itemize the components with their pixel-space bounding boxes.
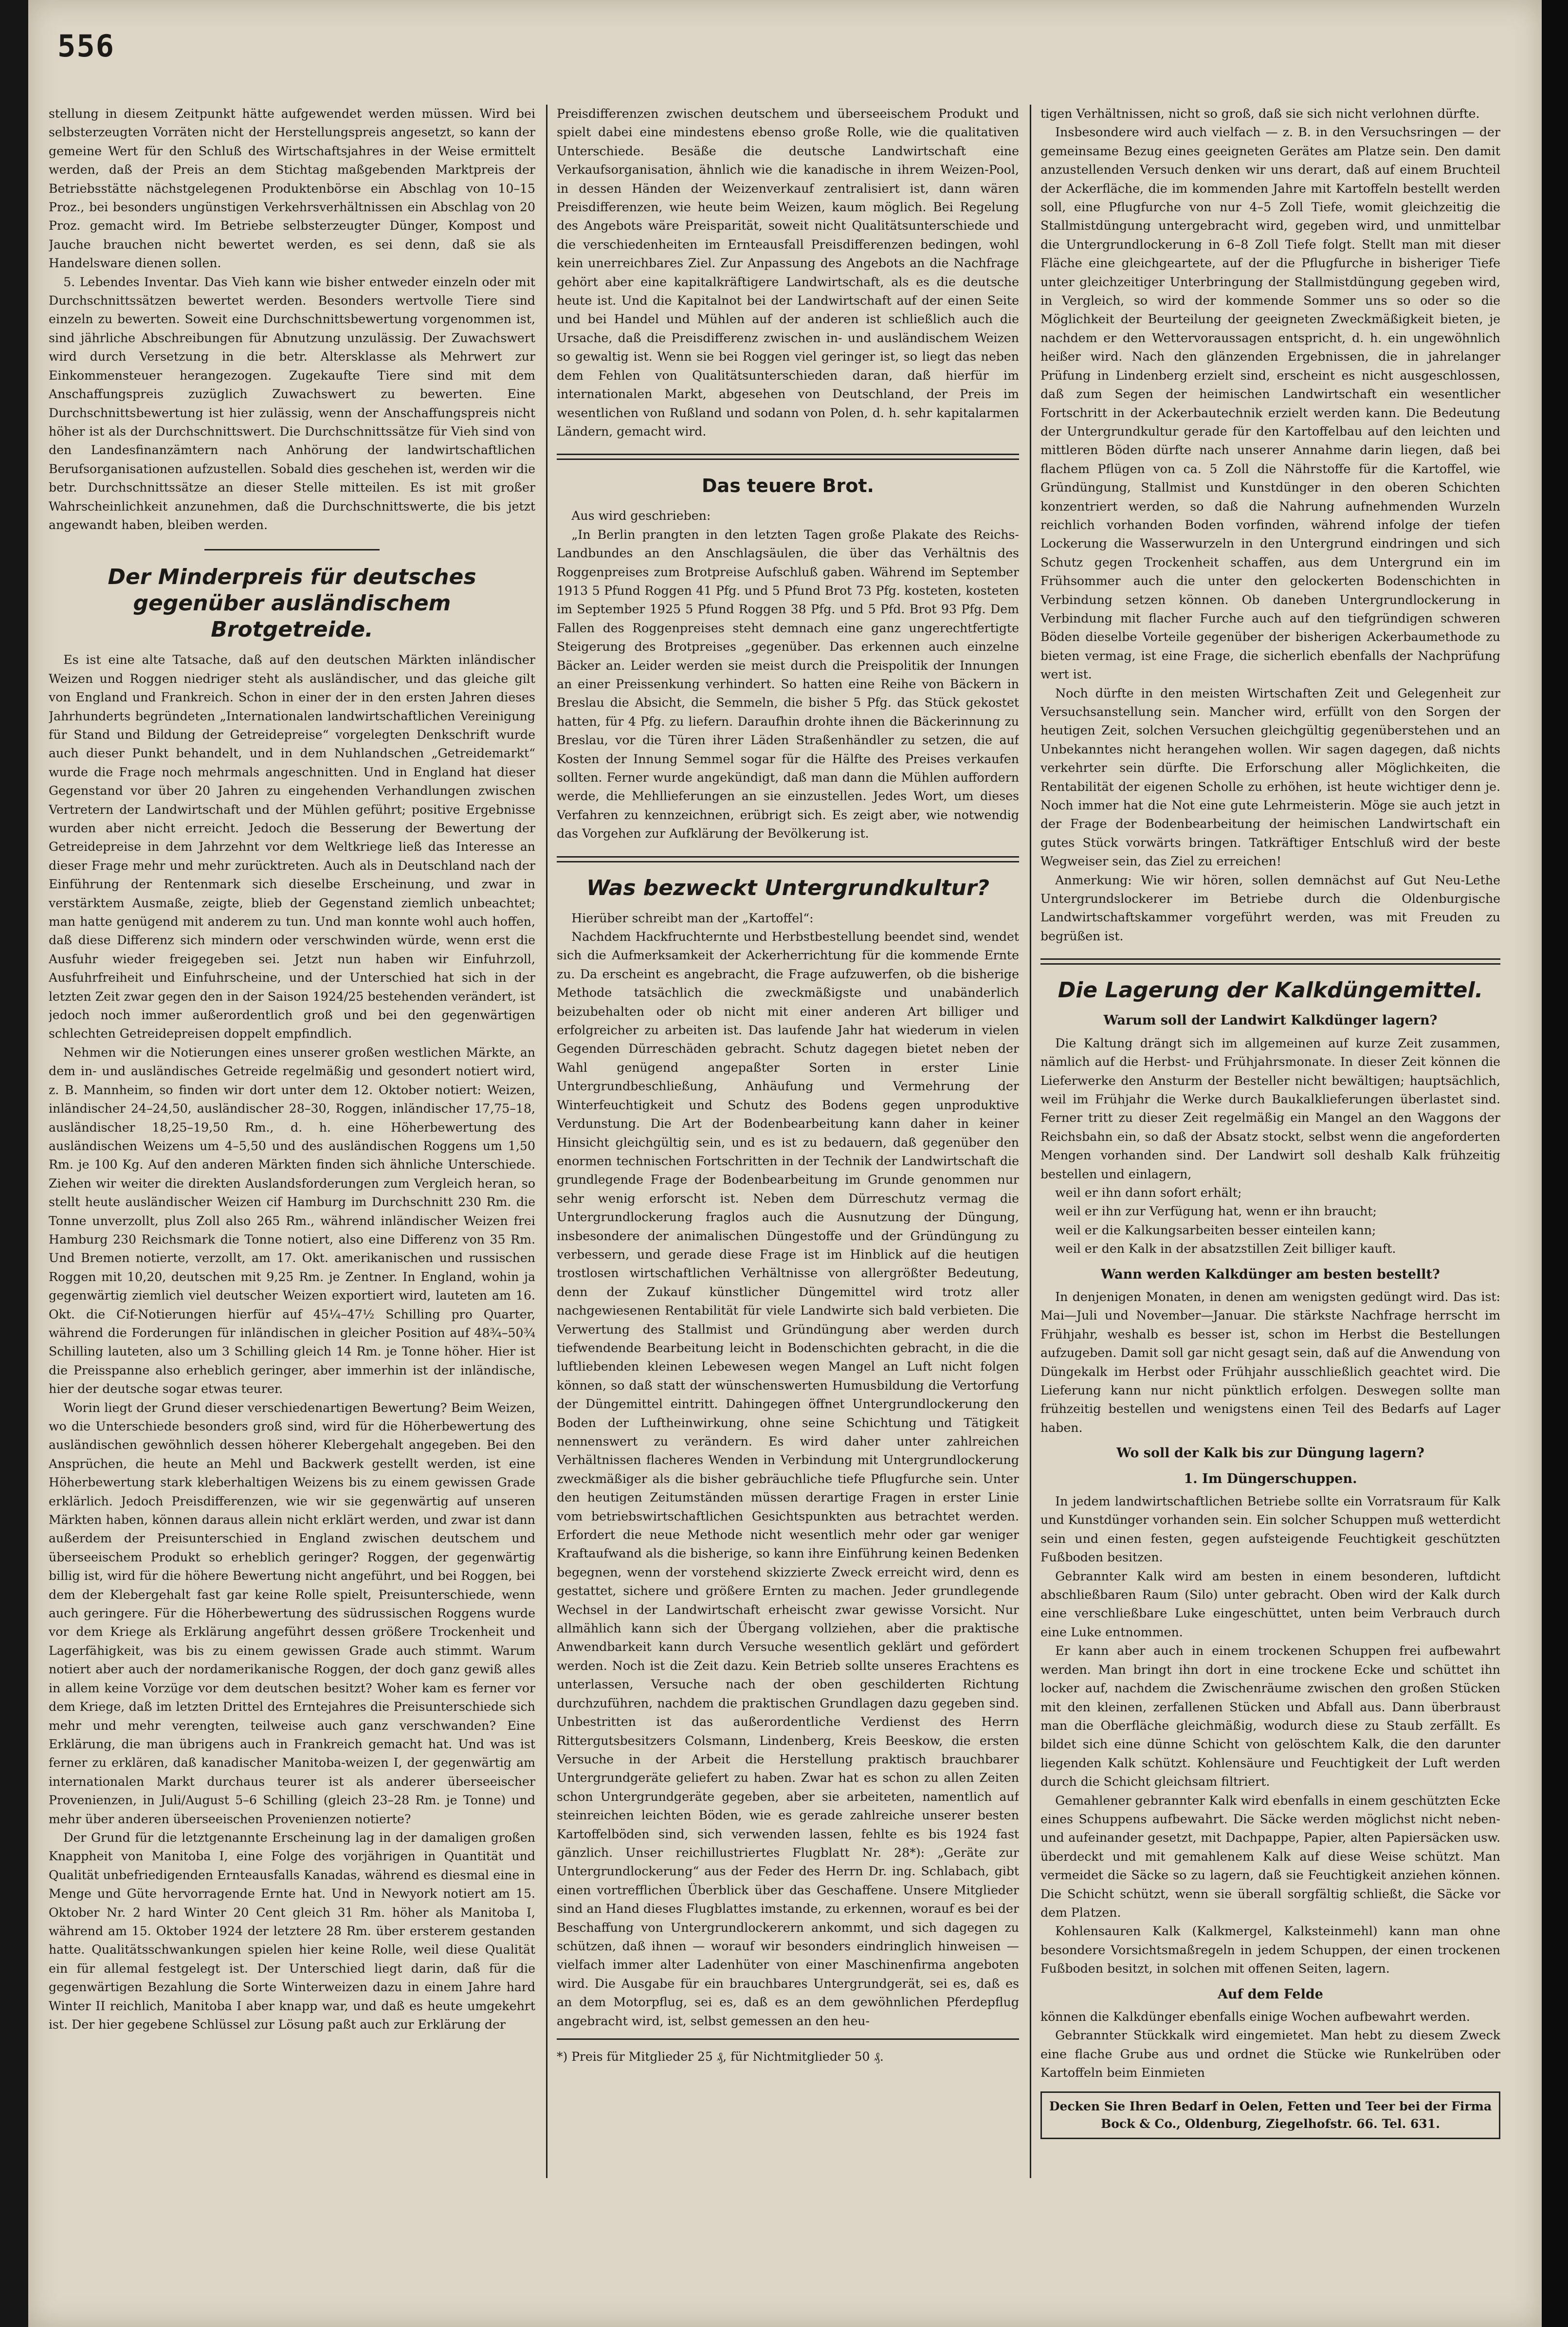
paragraph: Nehmen wir die Notierungen eines unserer großen westlichen Märkte, an dem in- und ausländisches Getreide regelmäßig und gesondert notiert wird, z. B. Mannheim, so finden wir dort unter dem 12. Oktober notiert: Weizen, inländischer 24–24,50, ausländischer 28–30, Roggen, inländischer 17,75–18, ausländischer 18,25–19,50 Rm., d. h. eine Höherbewertung des ausländischen Weizens um 4–5,50 und des ausländischen Roggens um 1,50 Rm. je 100 Kg. Auf den anderen Märkten finden sich ähnliche Unterschiede. Ziehen wir weiter die direkten Auslandsforderungen zum Vergleich heran, so stellt heute ausländischer Weizen cif Hamburg im Durchschnitt 230 Rm. die Tonne unverzollt, plus Zoll also 265 Rm., während inländischer Weizen frei Hamburg 230 Reichsmark die Tonne notiert, also eine Differenz von 35 Rm. Und Bremen notierte, verzollt, am 17. Okt. amerikanischen und russischen Roggen mit 10,20, deutschen mit 9,25 Rm. je Zentner. In England, wohin ja gegenwärtig ziemlich viel deutscher Weizen exportiert wird, lauteten am 16. Okt. die Cif-Notierungen hierfür auf 45¼–47½ Schilling pro Quarter, während die Forderungen für inländischen in gleicher Position auf 48¾–50¾ Schilling lauteten, also um 3 Schilling gleich 14 Rm. je Tonne höher. Hier ist die Preisspanne also erheblich geringer, aber immerhin ist der inländische, hier der deutsche sogar etwas teurer. [49, 1045, 535, 1396]
paragraph: 5. Lebendes Inventar. Das Vieh kann wie bisher entweder einzeln oder mit Durchschnittssätzen bewertet werden. Besonders wertvolle Tiere sind einzeln zu bewerten. Soweit eine Durchschnittsbewertung vorgenommen ist, sind jährliche Abschreibungen für Abnutzung unzulässig. Der Zuwachswert wird durch Versetzung in die betr. Altersklasse als Mehrwert zur Einkommensteuer herangezogen. Zugekaufte Tiere sind mit dem Anschaffungspreis zuzüglich Zuwachswert zu bewerten. Eine Durchschnittsbewertung ist hier zulässig, wenn der Anschaffungspreis nicht höher ist als der Durchschnittswert. Die Durchschnittssätze für Vieh sind von den Landesfinanzämtern nach Anhörung der landwirtschaftlichen Berufsorganisationen aufzustellen. Sobald dies geschehen ist, werden wir die betr. Durchschnittssätze an dieser Stelle mitteilen. Es ist mit großer Wahrscheinlichkeit anzunehmen, daß die Durchschnittswerte, die bis jetzt angewandt haben, bleiben werden. [49, 275, 535, 532]
divider [557, 856, 1019, 862]
article-heading: Die Lagerung der Kalkdüngemittel. [1057, 978, 1483, 1003]
paragraph: Es ist eine alte Tatsache, daß auf den deutschen Märkten inländischer Weizen und Roggen niedriger steht als ausländischer, und das gleiche gilt von England und Frankreich. Schon in einer der in den ersten Jahren dieses Jahrhunderts begründeten „Internationalen landwirtschaftlichen Vereinigung für Stand und Bildung der Getreidepreise“ vorgelegten Denkschrift wurde auch dieser Punkt behandelt, und in dem Nuhlandschen „Getreidemarkt“ wurde die Frage noch mehrmals angeschnitten. Und in England hat dieser Gegenstand vor über 20 Jahren zu eingehenden Verhandlungen zwischen Vertretern der Landwirtschaft und der Mühlen geführt; positive Ergebnisse wurden aber nicht erreicht. Jedoch die Besserung der Bewertung der Getreidepreise in dem Jahrzehnt vor dem Weltkriege ließ das Interesse an dieser Frage mehr und mehr zurücktreten. Auch als in Deutschland nach der Einführung der Rentenmark sich dieselbe Erscheinung, und zwar in verstärktem Ausmaße, zeigte, blieb der Gegenstand ziemlich unbeachtet; man hatte genügend mit anderem zu tun. Und man konnte wohl auch hoffen, daß diese Differenz sich mindern oder verschwinden würde, wenn erst die Ausfuhr wieder freigegeben sei. Jetzt nun haben wir Einfuhrzoll, Ausfuhrfreiheit und Einfuhrscheine, und der Unterschied hat sich in der letzten Zeit zwar gegen den in der Saison 1924/25 bestehenden verändert, ist jedoch noch immer außerordentlich groß und bei den gegenwärtigen schlechten Getreidepreisen doppelt empfindlich. [49, 653, 535, 1041]
footnote-rule [557, 2038, 1019, 2040]
article-heading: Das teuere Brot. [702, 475, 874, 497]
article-heading: Der Minderpreis für deutsches gegenüber ausländischem Brotgetreide. [108, 565, 476, 642]
footnote: *) Preis für Mitglieder 25 ₰, für Nichtmitglieder 50 ₰. [557, 2050, 884, 2064]
intro-line: Aus wird geschrieben: [571, 509, 711, 523]
newspaper-page [28, 0, 1542, 2327]
subheading: 1. Im Düngerschuppen. [1184, 1471, 1357, 1486]
column-divider [1030, 105, 1031, 2178]
subheading: Auf dem Felde [1218, 1986, 1323, 2002]
page-number: 556 [57, 28, 115, 64]
paragraph: Insbesondere wird auch vielfach — z. B. in den Versuchsringen — der gemeinsame Bezug eines geeigneten Gerätes am Platze sein. Den damit anzustellenden Versuch denken wir uns derart, daß auf einem Bruchteil der Ackerfläche, die im kommenden Jahre mit Kartoffeln bestellt werden soll, eine Pflugfurche von nur 4–5 Zoll Tiefe, womit gleichzeitig die Stallmistdüngung untergebracht wird, gegeben wird, und unmittelbar die Untergrundlockerung in 6–8 Zoll Tiefe folgt. Stellt man mit dieser Fläche eine gleichgeartete, auf der die Pflugfurche in bisheriger Tiefe unter gleichzeitiger Unterbringung der Stallmistdüngung gegeben wird, in Vergleich, so wird der kommende Sommer uns so oder so die Möglichkeit der Beurteilung der geeigneten Zweckmäßigkeit bieten, je nachdem er den Wettervoraussagen entspricht, d. h. ein ungewöhnlich heißer wird. Nach den glänzenden Ergebnissen, die in jahrelanger Prüfung in Lindenberg erzielt sind, erscheint es nicht ausgeschlossen, daß zum Segen der heimischen Landwirtschaft ein wesentlicher Fortschritt in der Ackerbautechnik erzielt werden kann. Die Bedeutung der Untergrundkultur gerade für den Kartoffelbau auf den leichten und mittleren Böden dürfte nach unserer Annahme darin liegen, daß bei flachem Pflügen von ca. 5 Zoll die Nährstoffe für die Kartoffel, wie Gründüngung, Stallmist und Kunstdünger in den oberen Schichten konzentriert werden, so daß die Nahrung aufnehmenden Wurzeln reichlich vorhanden Boden vorfinden, während infolge der tiefen Lockerung die Wasserwurzeln in den Untergrund eindringen und sich Schutz gegen Trockenheit schaffen, aus dem Untergrund ein im Frühsommer auch die unter den gelockerten Bodenschichten in Verbindung setzen können. Ob daneben Untergrundlockerung in Verbindung mit flacher Furche auch auf den tiefgründigen schweren Böden dieselbe Vorteile gegenüber der bisherigen Ackerbaumethode zu bieten vermag, ist eine Frage, die sicherlich ebenfalls der Nachprüfung wert ist. [1040, 125, 1500, 682]
divider [1040, 958, 1500, 965]
paragraph: Gebrannter Kalk wird am besten in einem besonderen, luftdicht abschließbaren Raum (Silo) unter gebracht. Oben wird der Kalk durch eine verschließbare Luke eingeschüttet, unten beim Verbrauch durch eine Luke entnommen. [1040, 1569, 1500, 1639]
paragraph: Gemahlener gebrannter Kalk wird ebenfalls in einem geschützten Ecke eines Schuppens aufbewahrt. Die Säcke werden möglichst nicht neben- und aufeinander gesetzt, mit Dachpappe, Papier, alten Papiersäcken usw. überdeckt und mit gemahlenem Kalk auf diese Weise schützt. Man vermeidet die Säcke so zu lagern, daß sie Feuchtigkeit anziehen können. Die Schicht schützt, wenn sie überall sorgfältig schließt, die Säcke vor dem Platzen. [1040, 1793, 1500, 1920]
paragraph: Worin liegt der Grund dieser verschiedenartigen Bewertung? Beim Weizen, wo die Unterschiede besonders groß sind, wird für die Höherbewertung des ausländischen gewöhnlich dessen höherer Klebergehalt angegeben. Bei den Ansprüchen, die heute an Mehl und Backwerk gestellt werden, ist eine Höherbewertung stark kleberhaltigen Weizens bis zu einem gewissen Grade erklärlich. Jedoch Preisdifferenzen, wie wir sie gegenwärtig auf unseren Märkten haben, können daraus allein nicht erklärt werden, und zwar ist dann außerdem der Preisunterschied in England zwischen deutschem und überseeischem Produkt so erheblich geringer? Roggen, der gegenwärtig billig ist, wird für die höhere Bewertung nicht angeführt, und bei Roggen, bei dem der Klebergehalt fast gar keine Rolle spielt, Preisunterschiede, wenn auch geringere. Für die Höherbewertung des südrussischen Roggens wurde vor dem Kriege als Erklärung angeführt dessen größere Trockenheit und Lagerfähigkeit, was bis zu einem gewissen Grade auch stimmt. Warum notiert aber auch der nordamerikanische Roggen, der doch ganz gewiß alles in allem keine Vorzüge vor dem deutschen besitzt? Woher kam es ferner vor dem Kriege, daß im letzten Drittel des Erntejahres die Preisunterschiede sich mehr und mehr verengten, teilweise auch ganz verschwanden? Eine Erklärung, die man übrigens auch in Frankreich gemacht hat. Und was ist ferner zu erklären, daß kanadischer Manitoba-weizen I, der gegenwärtig am internationalen Markt durchaus teurer ist als anderer überseeischer Provenienzen, in Juli/August 5–6 Schilling (gleich 23–28 Rm. je Tonne) und mehr über anderen überseeischen Provenienzen notierte? [49, 1400, 535, 1826]
column-3 [1040, 105, 1500, 2280]
paragraph: stellung in diesem Zeitpunkt hätte aufgewendet werden müssen. Wird bei selbsterzeugten Vorräten nicht der Herstellungspreis angesetzt, so kann der gemeine Wert für den Schluß des Wirtschaftsjahres in der Weise ermittelt werden, daß der Preis an dem Stichtag maßgebenden Marktpreis der Betriebsstätte nächstgelegenen Produktenbörse ein Abschlag von 10–15 Proz., bei besonders ungünstigen Verkehrsverhältnissen ein Abschlag von 20 Proz. gemacht wird. Im Betriebe selbsterzeugter Dünger, Kompost und Jauche brauchen nicht bewertet werden, es sei denn, daß sie als Handelsware dienen sollen. [49, 107, 535, 271]
paragraph: In denjenigen Monaten, in denen am wenigsten gedüngt wird. Das ist: Mai—Juli und November—Januar. Die stärkste Nachfrage herrscht im Frühjahr, weshalb es besser ist, schon im Herbst die Bestellungen aufzugeben. Damit soll gar nicht gesagt sein, daß auf die Anwendung von Düngekalk im Herbst oder Frühjahr ausschließlich geachtet wird. Die Lieferung kann nur nicht pünktlich erfolgen. Deswegen sollte man frühzeitig bestellen und wenigstens einen Teil des Bedarfs auf Lager haben. [1040, 1289, 1500, 1435]
advertisement: Decken Sie Ihren Bedarf in Oelen, Fetten und Teer bei der Firma Bock & Co., Oldenburg, Ziegelhofstr. 66. Tel. 631. [1040, 2091, 1500, 2139]
subheading: Warum soll der Landwirt Kalkdünger lagern? [1103, 1013, 1438, 1028]
paragraph: Preisdifferenzen zwischen deutschem und überseeischem Produkt und spielt dabei eine mindestens ebenso große Rolle, wie die qualitativen Unterschiede. Besäße die deutsche Landwirtschaft eine Verkaufsorganisation, ähnlich wie die kanadische in ihrem Weizen-Pool, in dessen Händen der Weizenverkauf zentralisiert ist, dann wären Preisdifferenzen, wie heute beim Weizen, kaum möglich. Bei Regelung des Angebots wäre Preisparität, soweit nicht Qualitätsunterschiede und die verschiedenheiten im Ernteausfall Preisdifferenzen bedingen, wohl kein unerreichbares Ziel. Zur Anpassung des Angebots an die Nachfrage gehört aber eine kapitalkräftigere Landwirtschaft, als es die deutsche heute ist. Und die Kapitalnot bei der Landwirtschaft auf der einen Seite und bei Handel und Mühlen auf der anderen ist schließlich auch die Ursache, daß die Preisdifferenz zwischen in- und ausländischem Weizen so gewaltig ist. Wenn sie bei Roggen viel geringer ist, so liegt das neben dem Fehlen von Qualitätsunterschieden daran, daß hierfür im internationalen Markt, abgesehen von Deutschland, der Preis im wesentlichen von Rußland und sodann von Polen, d. h. sehr kapitalarmen Ländern, gemacht wird. [557, 107, 1019, 439]
note-paragraph: Anmerkung: Wie wir hören, sollen demnächst auf Gut Neu-Lethe Untergrundslockerer im Betriebe durch die Oldenburgische Landwirtschaftskammer vorgeführt werden, was mit Freuden zu begrüßen ist. [1040, 873, 1500, 943]
paragraph: Die Kaltung drängt sich im allgemeinen auf kurze Zeit zusammen, nämlich auf die Herbst- und Frühjahrsmonate. In dieser Zeit können die Lieferwerke den Ansturm der Besteller nicht bewältigen; hauptsächlich, weil im Frühjahr die Werke durch Baukalklieferungen überlastet sind. Ferner tritt zu dieser Zeit regelmäßig ein Mangel an den Waggons der Reichsbahn ein, so daß der Absatz stockt, selbst wenn die angeforderten Mengen vorhanden sind. Der Landwirt soll deshalb Kalk frühzeitig bestellen und einlagern, [1040, 1036, 1500, 1181]
paragraph: Gebrannter Stückkalk wird eingemietet. Man hebt zu diesem Zweck eine flache Grube aus und ordnet die Stücke wie Runkelrüben oder Kartoffeln beim Einmieten [1040, 2028, 1500, 2080]
divider [204, 549, 380, 550]
paragraph: tigen Verhältnissen, nicht so groß, daß sie sich nicht verlohnen dürfte. [1040, 107, 1480, 121]
list-item: weil er den Kalk in der absatzstillen Zeit billiger kauft. [1055, 1242, 1396, 1256]
paragraph: Noch dürfte in den meisten Wirtschaften Zeit und Gelegenheit zur Versuchsanstellung sein. Mancher wird, erfüllt von den Sorgen der heutigen Zeit, solchen Versuchen gleichgültig gegenüberstehen und an Unbekanntes nicht herangehen wollen. Wir sagen dagegen, daß nichts verkehrter sein dürfte. Die Erforschung aller Möglichkeiten, die Rentabilität der eigenen Scholle zu erhöhen, ist heute wichtiger denn je. Noch immer hat die Not eine gute Lehrmeisterin. Möge sie auch jetzt in der Frage der Bodenbearbeitung der heimischen Landwirtschaft ein gutes Stück vorwärts bringen. Tatkräftiger Entschluß wird der beste Wegweiser sein, das Ziel zu erreichen! [1040, 686, 1500, 869]
paragraph: In jedem landwirtschaftlichen Betriebe sollte ein Vorratsraum für Kalk und Kunstdünger vorhanden sein. Ein solcher Schuppen muß wetterdicht sein und einen festen, gegen aufsteigende Feuchtigkeit geschützten Fußboden besitzen. [1040, 1494, 1500, 1565]
paragraph: Kohlensauren Kalk (Kalkmergel, Kalksteinmehl) kann man ohne besondere Vorsichtsmaßregeln in jedem Schuppen, der einen trockenen Fußboden besitzt, in solchen mit offenen Seiten, lagern. [1040, 1924, 1500, 1976]
subheading: Wo soll der Kalk bis zur Düngung lagern? [1116, 1446, 1424, 1461]
column-1 [49, 105, 535, 2280]
intro-line: Hierüber schreibt man der „Kartoffel“: [571, 911, 814, 925]
paragraph: Der Grund für die letztgenannte Erscheinung lag in der damaligen großen Knappheit von Manitoba I, eine Folge des vorjährigen in Quantität und Qualität unbefriedigenden Ernteausfalls Kanadas, während es diesmal eine in Menge und Güte hervorragende Ernte hat. Und in Newyork notiert am 15. Oktober Nr. 2 hard Winter 20 Cent gleich 31 Rm. höher als Manitoba I, während am 15. Oktober 1924 der letztere 28 Rm. über ersterem gestanden hatte. Qualitätsschwankungen spielen hier keine Rolle, weil diese Qualität ein für allemal festgelegt ist. Der Unterschied liegt darin, daß für die gegenwärtigen Bezahlung die Sorte Winterweizen dazu in einem Jahre hard Winter II reichlich, Manitoba I aber knapp war, und daß es heute umgekehrt ist. Der hier gegebene Schlüssel zur Lösung paßt auch zur Erklärung der [49, 1830, 535, 2032]
paragraph: „In Berlin prangten in den letzten Tagen große Plakate des Reichs-Landbundes an den Anschlagsäulen, die über das Verhältnis des Roggenpreises zum Brotpreise Aufschluß gaben. Während im September 1913 5 Pfund Roggen 41 Pfg. und 5 Pfund Brot 73 Pfg. kosteten, kosteten im September 1925 5 Pfund Roggen 38 Pfg. und 5 Pfd. Brot 93 Pfg. Dem Fallen des Roggenpreises steht demnach eine ganz ungerechtfertigte Steigerung des Brotpreises „gegenüber. Das erkennen auch einzelne Bäcker an. Leider werden sie meist durch die Preispolitik der Innungen an einer Preissenkung verhindert. So hatten eine Reihe von Bäckern in Breslau die Absicht, die Semmeln, die bisher 5 Pfg. das Stück gekostet hatten, für 4 Pfg. zu liefern. Daraufhin drohte ihnen die Bäckerinnung zu Breslau, vor die Türen ihrer Läden Straßenhändler zu setzen, die auf Kosten der Innung Semmel sogar für die Hälfte des Preises verkaufen sollten. Ferner wurde angekündigt, daß man dann die Mühlen auffordern werde, die Mehllieferungen an sie einzustellen. Jedes Wort, um dieses Verfahren zu kennzeichnen, erübrigt sich. Es zeigt aber, wie notwendig das Vorgehen zur Aufklärung der Bevölkerung ist. [557, 527, 1019, 841]
list-item: weil er ihn zur Verfügung hat, wenn er ihn braucht; [1055, 1204, 1377, 1219]
column-2 [557, 105, 1019, 2280]
paragraph: können die Kalkdünger ebenfalls einige Wochen aufbewahrt werden. [1040, 2010, 1470, 2024]
subheading: Wann werden Kalkdünger am besten bestellt? [1101, 1266, 1440, 1282]
article-heading: Was bezweckt Untergrundkultur? [586, 875, 990, 900]
binding-edge [0, 0, 28, 2327]
paragraph: Nachdem Hackfruchternte und Herbstbestellung beendet sind, wendet sich die Aufmerksamkeit der Ackerherrichtung für die kommende Ernte zu. Da erscheint es angebracht, die Frage aufzuwerfen, ob die bisherige Methode tatsächlich die zweckmäßigste und unabänderlich beizubehalten oder ob nicht mit einer anderen Art billiger und erfolgreicher zu arbeiten ist. Das laufende Jahr hat wiederum in vielen Gegenden Dürreschäden gebracht. Schutz dagegen bietet neben der Wahl genügend angepaßter Sorten in erster Linie Untergrundbeschließung, Anhäufung und Vermehrung der Winterfeuchtigkeit und Schutz des Bodens gegen unproduktive Verdunstung. Die Art der Bodenbearbeitung kann daher in keiner Hinsicht gleichgültig sein, und es ist zu bedauern, daß gegenüber den enormen technischen Fortschritten in der Technik der Landwirtschaft die grundlegende Frage der Bodenbearbeitung im Grunde genommen nur sehr wenig erforscht ist. Neben dem Dürreschutz vermag die Untergrundlockerung fraglos auch die Ausnutzung der Düngung, insbesondere der animalischen Düngestoffe und der Gründüngung zu verbessern, und gerade diese Frage ist im Hinblick auf die heutigen trostlosen wirtschaftlichen Verhältnisse von allergrößter Bedeutung, denn der Zukauf künstlicher Düngemittel wird trotz aller nachgewiesenen Rentabilität für viele Landwirte sich bald verbieten. Die Verwertung des Stallmist und Gründüngung aber werden durch tiefwendende Bearbeitung leicht in Bodenschichten gebracht, in die die luftliebenden kleinen Lebewesen wegen Mangel an Luft nicht folgen können, so daß statt der wünschenswerten Humusbildung die Vertorfung der Düngemittel eintritt. Dahingegen öffnet Untergrundlockerung den Boden der Luftheinwirkung, ohne seine Schichtung und Tätigkeit nennenswert zu verändern. Es wird daher unter zahlreichen Verhältnissen flacheres Wenden in Verbindung mit Untergrundlockerung zweckmäßiger als die bisher gebräuchliche tiefe Pflugfurche sein. Unter den heutigen Zeitumständen müssen derartige Fragen in erster Linie vom betriebswirtschaftlichen Gesichtspunkten aus betrachtet werden. Erfordert die neue Methode nicht wesentlich mehr oder gar weniger Kraftaufwand als die bisherige, so kann ihre Einführung keinen Bedenken begegnen, wenn der vorstehend skizzierte Zweck erreicht wird, denn es gestattet, sichere und größere Ernten zu machen. Jeder grundlegende Wechsel in der Landwirtschaft erheischt zwar gewisse Vorsicht. Nur allmählich kann sich der Übergang vollziehen, aber die praktische Anwendbarkeit kann durch Versuche wesentlich geklärt und gefördert werden. Noch ist die Zeit dazu. Kein Betrieb sollte unseres Erachtens es unterlassen, Versuche nach der oben geschilderten Richtung durchzuführen, nachdem die praktischen Grundlagen dazu gegeben sind. Unbestritten ist das außerordentliche Verdienst des Herrn Rittergutsbesitzers Colsmann, Lindenberg, Kreis Beeskow, die ersten Versuche in der Arbeit die Herstellung praktisch brauchbarer Untergrundgeräte geliefert zu haben. Zwar hat es schon zu allen Zeiten schon Untergrundgeräte gegeben, aber sie arbeiteten, namentlich auf steinreichen leichten Böden, wie es gerade zahlreiche unserer besten Kartoffelböden sind, sich verwenden lassen, fehlte es bis 1924 fast gänzlich. Unser reichillustriertes Flugblatt Nr. 28*): „Geräte zur Untergrundlockerung“ aus der Feder des Herrn Dr. ing. Schlabach, gibt einen vortrefflichen Überblick über das Geschaffene. Unsere Mitglieder sind an Hand dieses Flugblattes imstande, zu erkennen, worauf es bei der Beschaffung von Untergrundlockerern ankommt, und sich dagegen zu schützen, daß ihnen — worauf wir besonders eindringlich hinweisen — vielfach immer alter Ladenhüter von einer Maschinenfirma angeboten wird. Die Ausgabe für ein brauchbares Untergrundgerät, sei es, daß es an dem Motorpflug, sei es, daß es an dem gewöhnlichen Pferdepflug angebracht wird, ist, selbst gemessen an den heu- [557, 930, 1019, 2028]
list-item: weil er die Kalkungsarbeiten besser einteilen kann; [1055, 1223, 1376, 1237]
list-item: weil er ihn dann sofort erhält; [1055, 1185, 1242, 1200]
column-divider [546, 105, 547, 2178]
paragraph: Er kann aber auch in einem trockenen Schuppen frei aufbewahrt werden. Man bringt ihn dort in eine trockene Ecke und schüttet ihn locker auf, nachdem die Zwischenräume zwischen den großen Stücken mit den kleinen, zerfallenen Stücken und Abfall aus. Dann überbraust man die Oberfläche gleichmäßig, wodurch diese zu Staub zerfällt. Es bildet sich eine dünne Schicht von gelöschtem Kalk, die den darunter liegenden Kalk schützt. Kohlensäure und Feuchtigkeit der Luft werden durch die Schicht gleichsam filtriert. [1040, 1644, 1500, 1789]
divider [557, 454, 1019, 460]
